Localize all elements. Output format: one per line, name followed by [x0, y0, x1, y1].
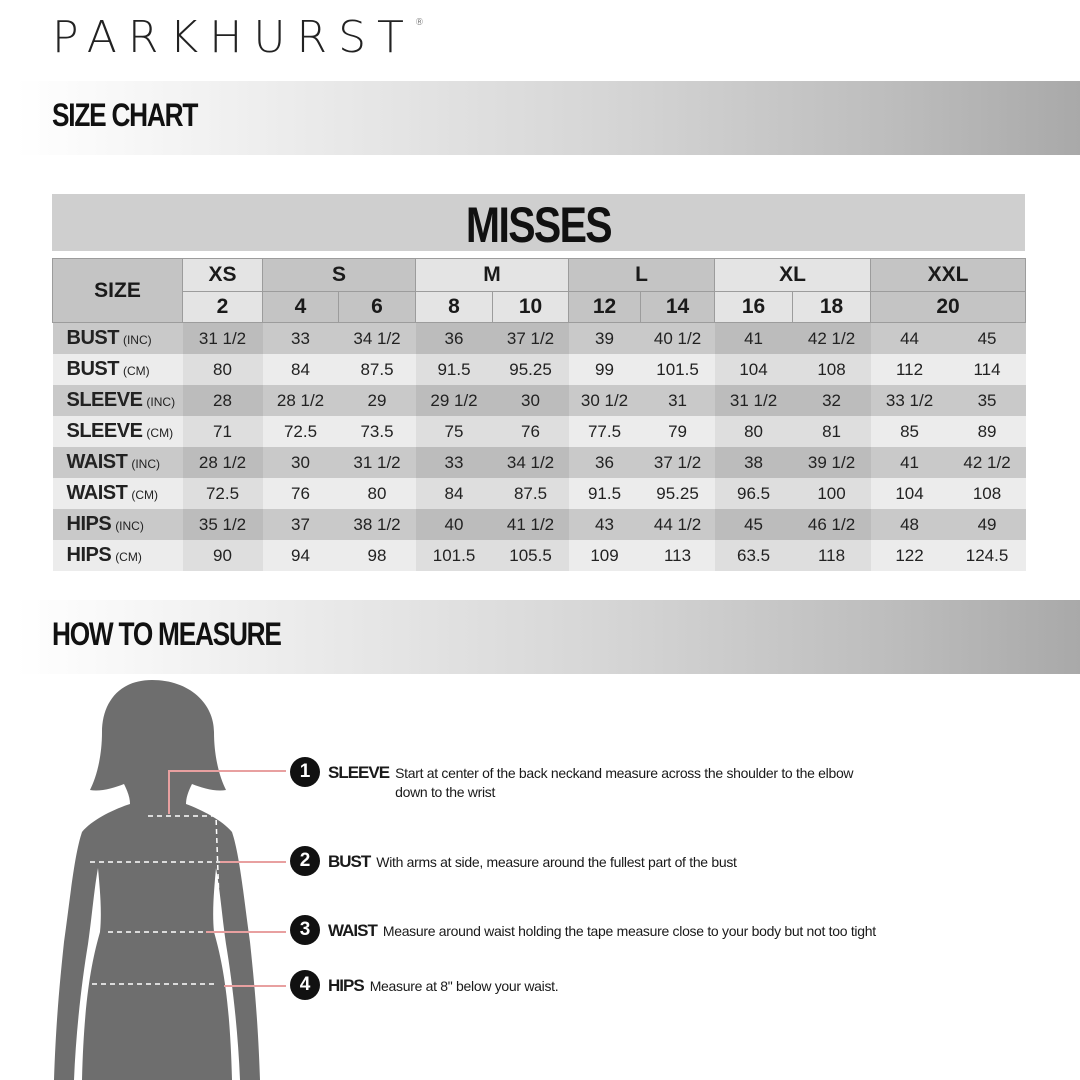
size-number: 12 — [569, 292, 641, 323]
measurement-rows — [53, 323, 1026, 572]
step-sleeve — [290, 757, 890, 802]
table-cell: 38 1/2 — [339, 509, 416, 540]
measure-name: WAIST — [66, 482, 128, 504]
step-hips — [290, 970, 890, 1000]
table-cell: 108 — [949, 478, 1026, 509]
size-number: 20 — [871, 292, 1026, 323]
table-cell: 87.5 — [493, 478, 569, 509]
table-cell: 42 1/2 — [793, 323, 871, 355]
table-cell: 33 — [416, 447, 493, 478]
table-cell: 84 — [416, 478, 493, 509]
table-cell: 104 — [715, 354, 793, 385]
table-cell: 41 1/2 — [493, 509, 569, 540]
table-cell: 28 1/2 — [263, 385, 339, 416]
measure-name: HIPS — [66, 544, 112, 566]
table-row — [53, 540, 1026, 571]
waist-leader-line — [206, 931, 286, 933]
table-cell: 124.5 — [949, 540, 1026, 571]
table-cell: 30 — [263, 447, 339, 478]
table-cell: 44 1/2 — [641, 509, 715, 540]
how-to-measure-heading: HOW TO MEASURE — [52, 616, 281, 652]
brand-name: PARKHURST — [52, 12, 415, 63]
table-cell: 31 1/2 — [339, 447, 416, 478]
table-cell: 37 1/2 — [493, 323, 569, 355]
measure-name: BUST — [66, 358, 119, 380]
table-cell: 109 — [569, 540, 641, 571]
table-cell: 114 — [949, 354, 1026, 385]
step-text: Measure around waist holding the tape measure close to your body but not too tight — [382, 923, 876, 939]
step-number-badge: 4 — [290, 970, 320, 1000]
table-row — [53, 509, 1026, 540]
group-m: M — [416, 259, 569, 292]
table-cell: 36 — [569, 447, 641, 478]
table-cell: 90 — [183, 540, 263, 571]
size-table — [52, 258, 1026, 571]
group-xxl: XXL — [871, 259, 1026, 292]
table-cell: 72.5 — [263, 416, 339, 447]
measure-unit: (INC) — [131, 457, 161, 471]
table-row — [53, 354, 1026, 385]
table-cell: 30 — [493, 385, 569, 416]
table-cell: 35 — [949, 385, 1026, 416]
table-cell: 73.5 — [339, 416, 416, 447]
row-label — [53, 385, 183, 416]
size-chart-banner — [16, 81, 1080, 155]
size-group-row — [53, 259, 1026, 292]
step-title: WAIST — [328, 921, 377, 940]
table-cell: 34 1/2 — [339, 323, 416, 355]
registered-mark: ® — [414, 18, 424, 28]
table-cell: 89 — [949, 416, 1026, 447]
table-cell: 45 — [715, 509, 793, 540]
size-number: 6 — [339, 292, 416, 323]
table-cell: 91.5 — [416, 354, 493, 385]
row-label — [53, 323, 183, 355]
table-cell: 41 — [715, 323, 793, 355]
table-cell: 98 — [339, 540, 416, 571]
measure-unit: (CM) — [115, 550, 142, 564]
row-label — [53, 478, 183, 509]
step-bust — [290, 846, 890, 876]
step-number-badge: 2 — [290, 846, 320, 876]
table-cell: 76 — [493, 416, 569, 447]
table-cell: 79 — [641, 416, 715, 447]
measure-unit: (CM) — [131, 488, 158, 502]
table-cell: 105.5 — [493, 540, 569, 571]
table-cell: 112 — [871, 354, 949, 385]
row-label — [53, 354, 183, 385]
table-cell: 75 — [416, 416, 493, 447]
step-number-badge: 3 — [290, 915, 320, 945]
step-number-badge: 1 — [290, 757, 320, 787]
table-cell: 39 1/2 — [793, 447, 871, 478]
table-cell: 39 — [569, 323, 641, 355]
table-cell: 37 — [263, 509, 339, 540]
table-cell: 81 — [793, 416, 871, 447]
table-cell: 29 1/2 — [416, 385, 493, 416]
table-cell: 113 — [641, 540, 715, 571]
step-text: Start at center of the back neckand measure across the shoulder to the elbow down to the wrist — [395, 765, 854, 800]
table-cell: 76 — [263, 478, 339, 509]
table-cell: 49 — [949, 509, 1026, 540]
table-cell: 32 — [793, 385, 871, 416]
size-number: 2 — [183, 292, 263, 323]
size-number: 8 — [416, 292, 493, 323]
measure-name: WAIST — [66, 451, 128, 473]
group-xs: XS — [183, 259, 263, 292]
table-cell: 63.5 — [715, 540, 793, 571]
table-cell: 99 — [569, 354, 641, 385]
table-cell: 101.5 — [641, 354, 715, 385]
table-row — [53, 447, 1026, 478]
table-cell: 87.5 — [339, 354, 416, 385]
table-cell: 104 — [871, 478, 949, 509]
measure-name: SLEEVE — [66, 389, 143, 411]
table-cell: 72.5 — [183, 478, 263, 509]
table-cell: 95.25 — [493, 354, 569, 385]
table-cell: 38 — [715, 447, 793, 478]
table-cell: 80 — [183, 354, 263, 385]
group-s: S — [263, 259, 416, 292]
measure-unit: (CM) — [146, 426, 174, 440]
size-chart-heading: SIZE CHART — [52, 97, 198, 133]
measure-name: BUST — [66, 327, 119, 349]
group-xl: XL — [715, 259, 871, 292]
table-cell: 40 — [416, 509, 493, 540]
brand-logo — [52, 12, 424, 63]
size-number: 4 — [263, 292, 339, 323]
size-number: 14 — [641, 292, 715, 323]
row-label — [53, 540, 183, 571]
table-cell: 44 — [871, 323, 949, 355]
table-cell: 28 — [183, 385, 263, 416]
table-cell: 80 — [715, 416, 793, 447]
sleeve-leader-line — [168, 770, 286, 772]
table-cell: 33 1/2 — [871, 385, 949, 416]
table-row — [53, 478, 1026, 509]
table-cell: 42 1/2 — [949, 447, 1026, 478]
bust-leader-line — [220, 861, 286, 863]
size-number: 10 — [493, 292, 569, 323]
size-header: SIZE — [53, 259, 183, 323]
table-cell: 95.25 — [641, 478, 715, 509]
table-cell: 118 — [793, 540, 871, 571]
size-number: 16 — [715, 292, 793, 323]
table-cell: 45 — [949, 323, 1026, 355]
table-cell: 30 1/2 — [569, 385, 641, 416]
measure-unit: (CM) — [122, 364, 150, 378]
table-cell: 48 — [871, 509, 949, 540]
table-cell: 31 1/2 — [183, 323, 263, 355]
step-text: Measure at 8" below your waist. — [369, 978, 559, 994]
how-to-measure-banner — [16, 600, 1080, 674]
table-cell: 77.5 — [569, 416, 641, 447]
table-cell: 71 — [183, 416, 263, 447]
table-cell: 36 — [416, 323, 493, 355]
measure-name: HIPS — [66, 513, 112, 535]
size-number-row — [53, 292, 1026, 323]
table-cell: 122 — [871, 540, 949, 571]
table-cell: 96.5 — [715, 478, 793, 509]
table-cell: 31 1/2 — [715, 385, 793, 416]
misses-title: MISSES — [465, 197, 612, 253]
sleeve-leader-drop — [168, 770, 170, 814]
step-title: SLEEVE — [328, 763, 390, 782]
table-row — [53, 385, 1026, 416]
table-cell: 28 1/2 — [183, 447, 263, 478]
table-cell: 37 1/2 — [641, 447, 715, 478]
size-number: 18 — [793, 292, 871, 323]
table-cell: 108 — [793, 354, 871, 385]
table-cell: 33 — [263, 323, 339, 355]
table-cell: 80 — [339, 478, 416, 509]
table-row — [53, 323, 1026, 355]
table-cell: 29 — [339, 385, 416, 416]
table-cell: 35 1/2 — [183, 509, 263, 540]
table-cell: 31 — [641, 385, 715, 416]
measure-name: SLEEVE — [66, 420, 143, 442]
table-cell: 46 1/2 — [793, 509, 871, 540]
measure-unit: (INC) — [115, 519, 144, 533]
measure-unit: (INC) — [122, 333, 152, 347]
row-label — [53, 416, 183, 447]
table-cell: 34 1/2 — [493, 447, 569, 478]
table-cell: 100 — [793, 478, 871, 509]
hips-leader-line — [224, 985, 286, 987]
row-label — [53, 447, 183, 478]
step-title: BUST — [328, 852, 371, 871]
female-silhouette-figure — [40, 680, 270, 1080]
misses-title-bar — [52, 194, 1025, 251]
table-cell: 43 — [569, 509, 641, 540]
table-cell: 84 — [263, 354, 339, 385]
row-label — [53, 509, 183, 540]
table-cell: 101.5 — [416, 540, 493, 571]
table-cell: 91.5 — [569, 478, 641, 509]
measure-unit: (INC) — [146, 395, 176, 409]
table-cell: 40 1/2 — [641, 323, 715, 355]
step-text: With arms at side, measure around the fullest part of the bust — [376, 854, 737, 870]
group-l: L — [569, 259, 715, 292]
step-title: HIPS — [328, 976, 364, 995]
table-row — [53, 416, 1026, 447]
table-cell: 41 — [871, 447, 949, 478]
table-cell: 94 — [263, 540, 339, 571]
table-cell: 85 — [871, 416, 949, 447]
step-waist — [290, 915, 910, 945]
